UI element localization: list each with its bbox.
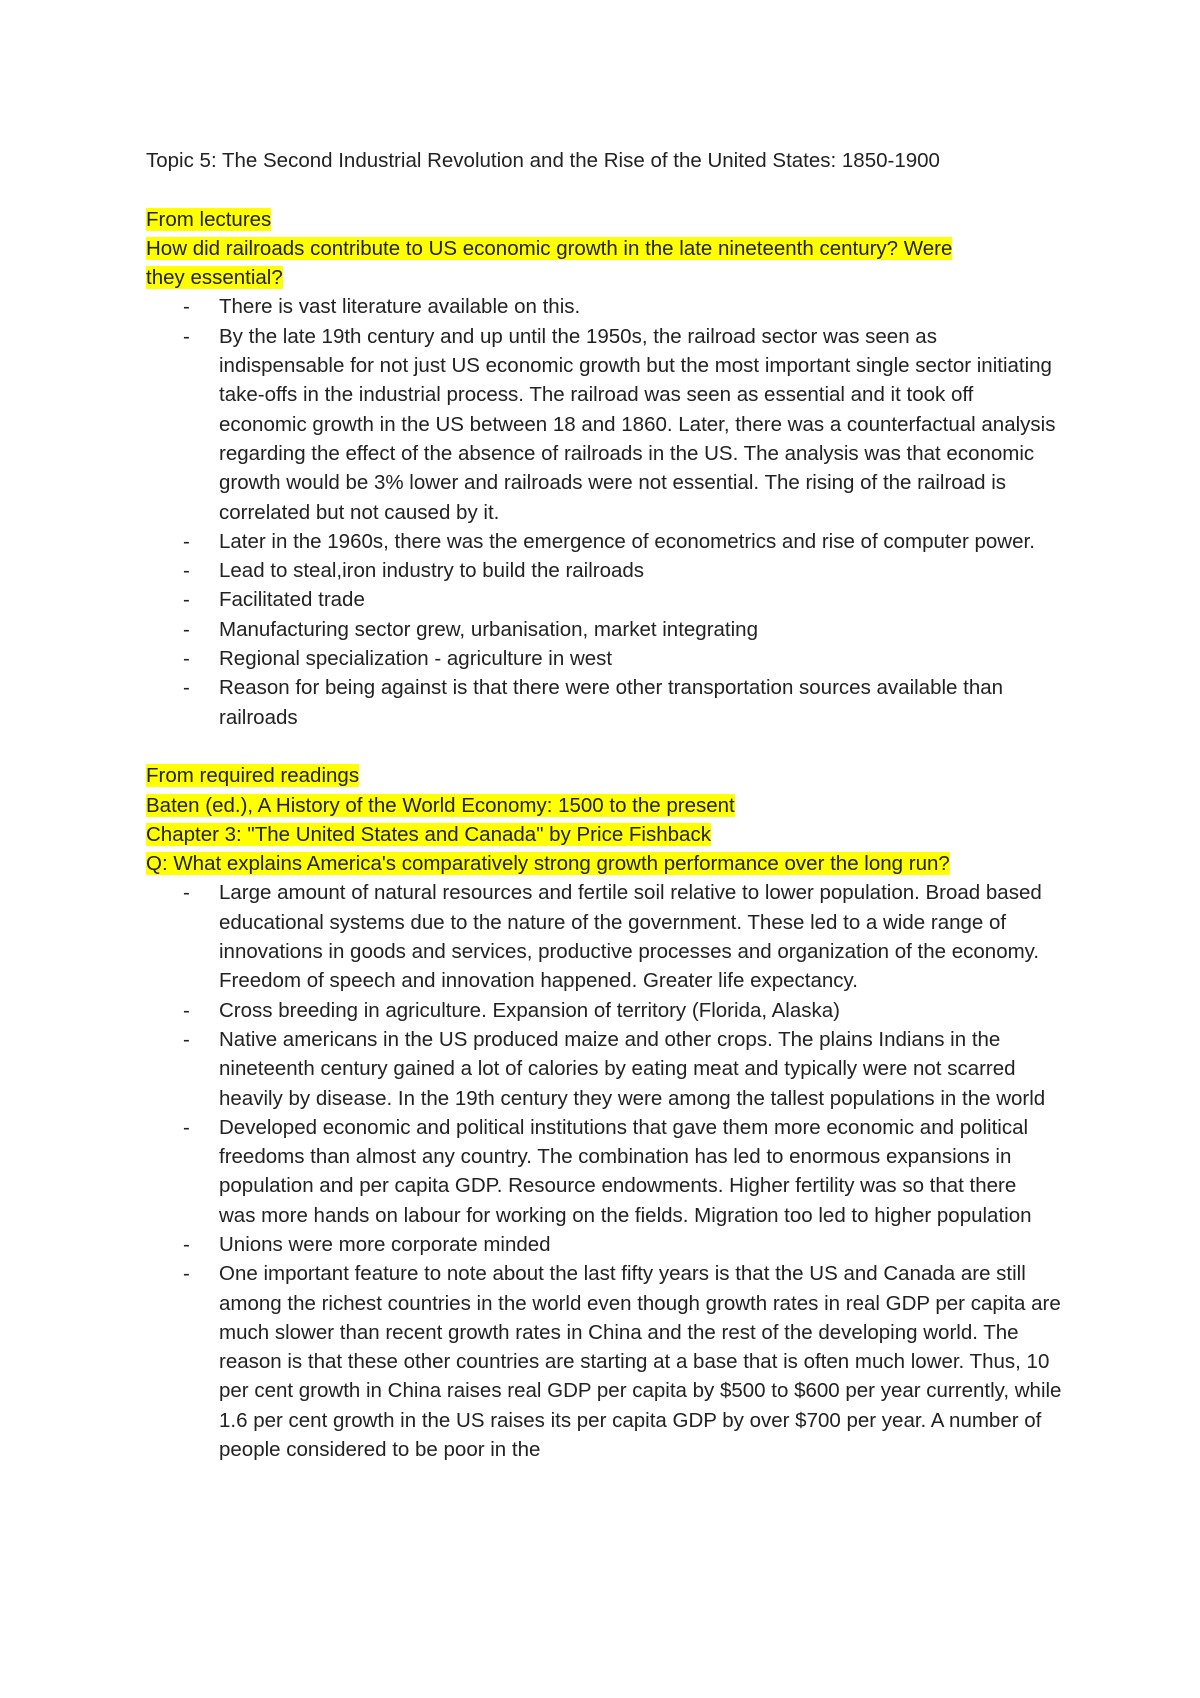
lectures-question-line-1: How did railroads contribute to US economic growth in the late nineteenth century? Were — [146, 236, 953, 260]
list-item: - Later in the 1960s, there was the emergence of econometrics and rise of computer power. — [146, 527, 1066, 556]
list-item: - Regional specialization - agriculture in west — [146, 644, 1066, 673]
list-item: - Reason for being against is that there were other transportation sources available than railroads — [146, 673, 1066, 732]
list-item: - Large amount of natural resources and fertile soil relative to lower population. Broad based educational systems due to the nature of the government. These led to a wide range of innovations in goods and services, productive processes and organization of the economy. Freedom of speech and innovation happened. Greater life expectancy. — [146, 878, 1066, 995]
list-item: - Developed economic and political institutions that gave them more economic and political freedoms than almost any country. The combination has led to enormous expansions in population and per capita GDP. Resource endowments. Higher fertility was so that there was more hands on labour for working on the fields. Migration too led to higher population — [146, 1113, 1066, 1230]
list-item: - There is vast literature available on this. — [146, 292, 1066, 321]
spacer — [146, 732, 1066, 761]
readings-question: Q: What explains America's comparatively strong growth performance over the long run? — [146, 852, 950, 876]
spacer — [146, 175, 1066, 204]
lectures-question-line-2: they essential? — [146, 266, 283, 290]
readings-heading: From required readings — [146, 764, 360, 788]
readings-book: Baten (ed.), A History of the World Economy: 1500 to the present — [146, 793, 735, 817]
lectures-heading: From lectures — [146, 207, 272, 231]
list-item: - Unions were more corporate minded — [146, 1230, 1066, 1259]
list-item: - Lead to steal,iron industry to build the railroads — [146, 556, 1066, 585]
list-item: - Facilitated trade — [146, 585, 1066, 614]
list-item: - Native americans in the US produced maize and other crops. The plains Indians in the nineteenth century gained a lot of calories by eating meat and typically were not scarred heavily by disease. In the 19th century they were among the tallest populations in the world — [146, 1025, 1066, 1113]
readings-chapter: Chapter 3: "The United States and Canada" by Price Fishback — [146, 822, 711, 846]
document-title: Topic 5: The Second Industrial Revolution and the Rise of the United States: 1850-1900 — [146, 149, 940, 172]
readings-bullet-list — [146, 878, 1066, 1464]
document-page — [146, 146, 1066, 1464]
lectures-bullet-list — [146, 292, 1066, 731]
list-item: - One important feature to note about the last fifty years is that the US and Canada are still among the richest countries in the world even though growth rates in real GDP per capita are much slower than recent growth rates in China and the rest of the developing world. The reason is that these other countries are starting at a base that is often much lower. Thus, 10 per cent growth in China raises real GDP per capita by $500 to $600 per year currently, while 1.6 per cent growth in the US raises its per capita GDP by over $700 per year. A number of people considered to be poor in the — [146, 1259, 1066, 1464]
list-item: - Cross breeding in agriculture. Expansion of territory (Florida, Alaska) — [146, 996, 1066, 1025]
list-item: - Manufacturing sector grew, urbanisation, market integrating — [146, 615, 1066, 644]
list-item: - By the late 19th century and up until the 1950s, the railroad sector was seen as indispensable for not just US economic growth but the most important single sector initiating take-offs in the industrial process. The railroad was seen as essential and it took off economic growth in the US between 18 and 1860. Later, there was a counterfactual analysis regarding the effect of the absence of railroads in the US. The analysis was that economic growth would be 3% lower and railroads were not essential. The rising of the railroad is correlated but not caused by it. — [146, 322, 1066, 527]
